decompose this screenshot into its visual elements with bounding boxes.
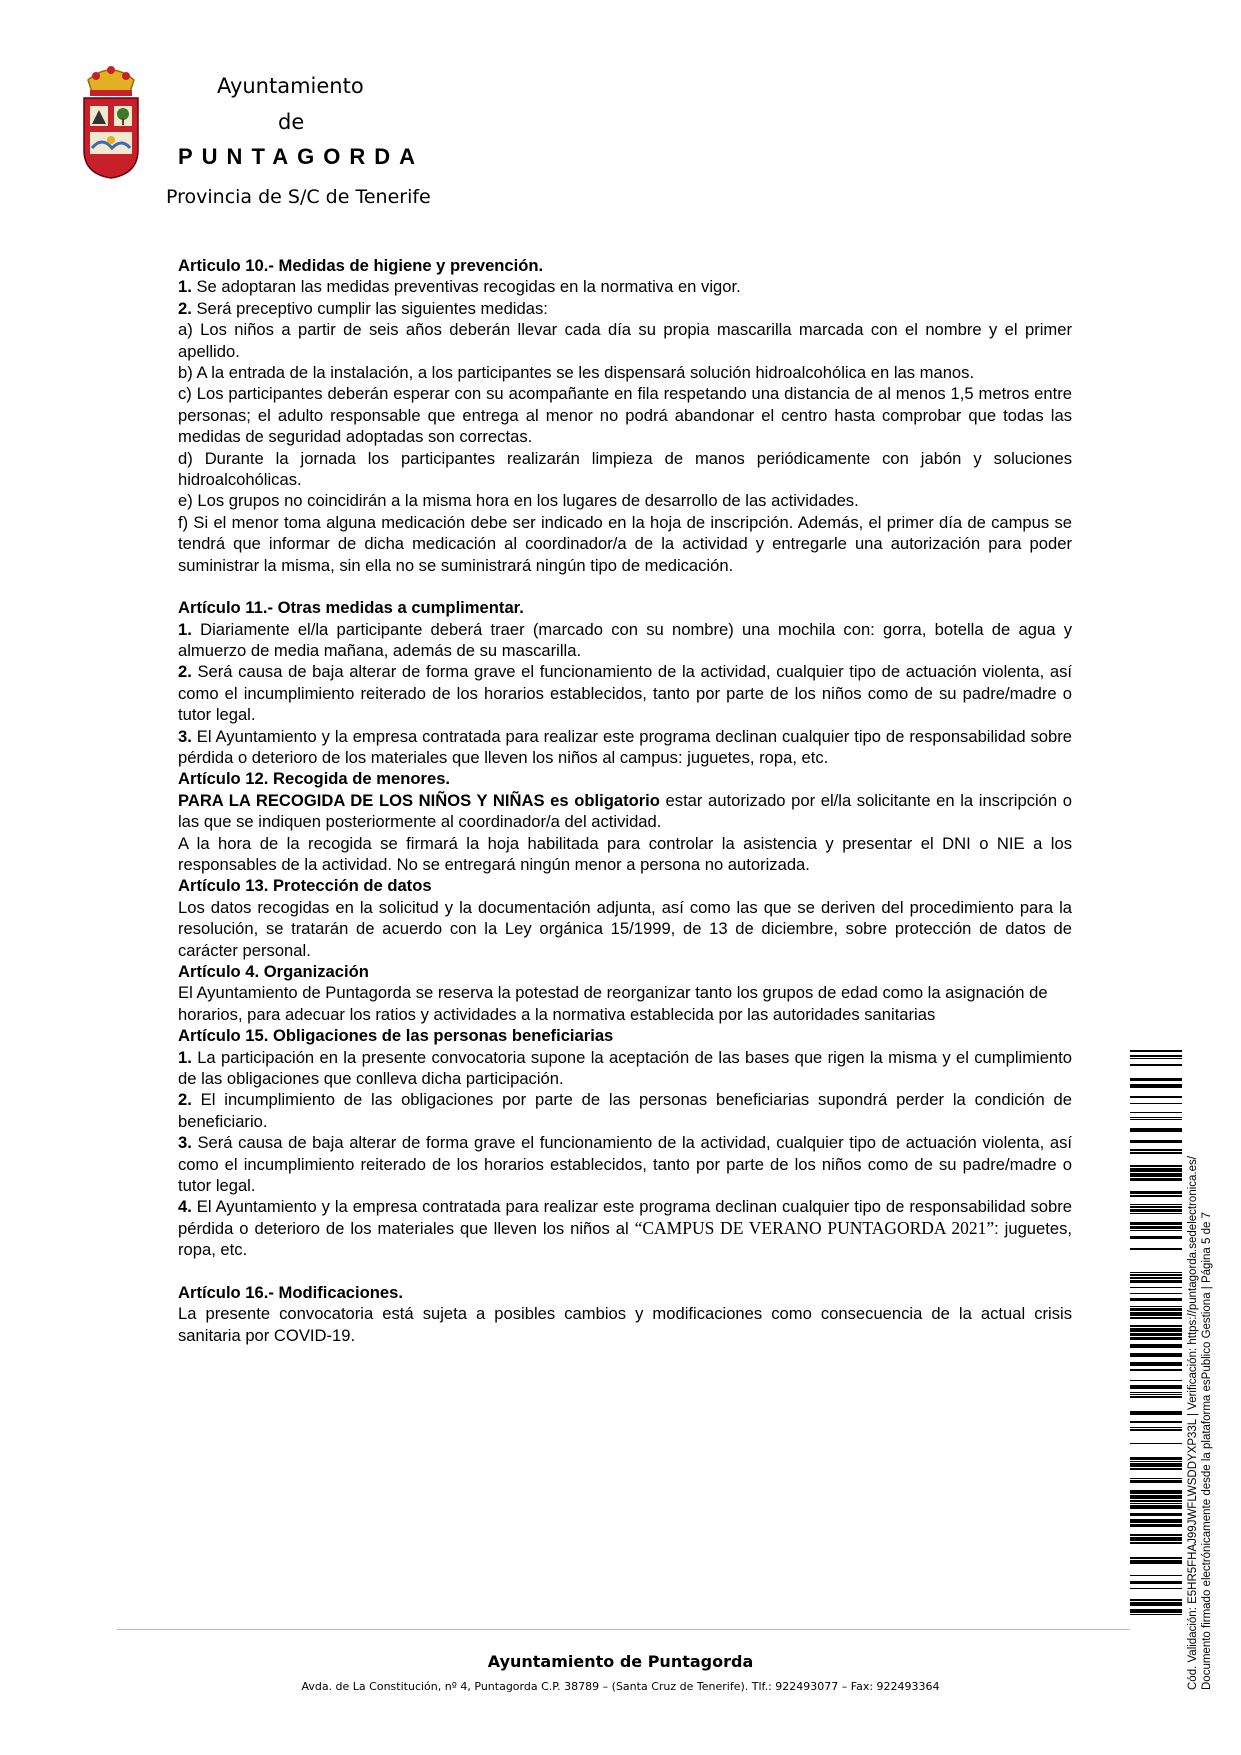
barcode-bar [1130,1274,1182,1276]
barcode-bar [1130,1328,1182,1332]
barcode-bar [1130,1394,1182,1395]
paragraph: El Ayuntamiento de Puntagorda se reserva la potestad de reorganizar tanto los grupos de edad como la asignación de horarios, para adecuar los ratios y actividades a la normativa establecida por las autoridades sanitarias [178,983,1048,1024]
footer-divider [117,1629,1130,1630]
paragraph: 1. Diariamente el/la participante deberá traer (marcado con su nombre) una mochila con: gorra, botella de agua y almuerzo de media mañana, además de su mascarilla. [178,619,1072,660]
barcode-bar [1130,1421,1182,1423]
coat-of-arms-icon [78,62,144,180]
barcode-bar [1130,1333,1182,1336]
article-16-title: Artículo 16.- Modificaciones. [178,1282,403,1302]
list-item: b) A la entrada de la instalación, a los participantes se les dispensará solución hidroalcohólica en las manos. [178,363,975,383]
barcode-bar [1130,1149,1182,1151]
barcode-bar [1130,1602,1182,1606]
barcode-bar [1130,1478,1182,1479]
barcode-bar [1130,1463,1182,1467]
paragraph: Los datos recogidas en la solicitud y la documentación adjunta, así como las que se deriven del procedimiento para la resolución, se tratarán de acuerdo con la Ley orgánica 15/1999, de 13 de diciembre, sobre protección de datos de carácter personal. [178,897,1072,960]
barcode-bar [1130,1306,1182,1307]
paragraph: 2. Será causa de baja alterar de forma grave el funcionamiento de la actividad, cualquier tipo de actuación violenta, así como el incumplimiento reiterado de los horarios establecidos, tanto por parte de los niños como de su padre/madre o tutor legal. [178,662,1072,725]
barcode-bar [1130,1312,1182,1316]
barcode-bar [1130,1385,1182,1389]
paragraph: 2. El incumplimiento de las obligaciones por parte de las personas beneficiarias supondrá perder la condición de beneficiario. [178,1090,1072,1131]
barcode-bar [1130,1226,1182,1229]
validation-stamp [1186,1156,1214,1690]
barcode-bar [1130,1461,1182,1462]
letterhead-province: Provincia de S/C de Tenerife [166,186,431,208]
barcode-bar [1130,1058,1182,1059]
barcode-bar [1130,1344,1182,1348]
barcode-bar [1130,1468,1182,1470]
barcode-bar [1130,1152,1182,1154]
barcode-bar [1130,1609,1182,1613]
barcode-bar [1130,1191,1182,1194]
paragraph: PARA LA RECOGIDA DE LOS NIÑOS Y NIÑAS es obligatorio estar autorizado por el/la solicitante en la inscripción o las que se indiquen posteriormente al coordinador/a del actividad. [178,790,1072,832]
barcode-bar [1130,1096,1182,1098]
barcode-bar [1130,1280,1182,1283]
footer-title: Ayuntamiento de Puntagorda [487,1652,754,1671]
barcode-bar [1130,1119,1182,1120]
barcode-bar [1130,1560,1182,1564]
barcode-bar [1130,1050,1182,1052]
barcode-bar [1130,1427,1182,1428]
barcode-bar [1130,1128,1182,1132]
barcode-bar [1130,1308,1182,1311]
barcode-bar [1130,1064,1182,1066]
barcode-bar [1130,1272,1182,1273]
barcode-bar [1130,1298,1182,1301]
barcode-bar [1130,1230,1182,1231]
barcode-bar [1130,1392,1182,1393]
barcode-bar [1130,1396,1182,1398]
barcode-bar [1130,1542,1182,1544]
barcode-bar [1130,1581,1182,1584]
barcode-bar [1130,1429,1182,1431]
barcode-bar [1130,1490,1182,1494]
barcode-bar [1130,1178,1182,1181]
barcode-bar [1130,1055,1182,1057]
barcode-bar [1130,1165,1182,1167]
barcode-bar [1130,1173,1182,1177]
barcode-bar [1130,1457,1182,1460]
barcode-bar [1130,1287,1182,1288]
letterhead-town: PUNTAGORDA [178,144,425,169]
barcode-bar [1130,1236,1182,1239]
barcode-bar [1130,1519,1182,1523]
barcode-bar [1130,1112,1182,1113]
barcode-bar [1130,1599,1182,1601]
paragraph: La presente convocatoria está sujeta a posibles cambios y modificaciones como consecuencia de la actual crisis sanitaria por COVID-19. [178,1304,1072,1345]
barcode-bar [1130,1204,1182,1205]
validation-line2: Documento firmado electrónicamente desde la plataforma esPublico Gestiona | Página 5 de 7 [1201,1212,1213,1690]
article-12-title: Artículo 12. Recogida de menores. [178,769,451,789]
article-10-title: Articulo 10.- Medidas de higiene y prevención. [178,256,544,275]
barcode-bar [1130,1411,1182,1415]
barcode-bar [1130,1317,1182,1319]
article-4-title: Artículo 4. Organización [178,962,369,981]
barcode-bar [1130,1206,1182,1208]
paragraph: 4. El Ayuntamiento y la empresa contratada para realizar este programa declinan cualquier tipo de responsabilidad sobre pérdida o deterioro de los materiales que lleven los niños al “CAMPUS DE VERANO PUNTAGORDA 2021”: juguetes, ropa, etc. [178,1197,1073,1260]
list-item: f) Si el menor toma alguna medicación debe ser indicado en la hoja de inscripción. Además, el primer día de campus se tendrá que informar de dicha medicación al coordinador/a de la actividad y entregarle una autorización para poder suministrar la misma, sin ella no se suministrará ningún tipo de medicación. [178,512,1072,575]
barcode-bar [1130,1168,1182,1172]
barcode-bar [1130,1614,1182,1615]
barcode-bar [1130,1524,1182,1527]
footer-address: Avda. de La Constitución, nº 4, Puntagorda C.P. 38789 – (Santa Cruz de Tenerife). Tlf.: 922493077 – Fax: 922493364 [301,1680,940,1693]
barcode-bar [1130,1337,1182,1340]
barcode-bar [1130,1505,1182,1509]
barcode-bar [1130,1209,1182,1212]
paragraph: 1. Se adoptaran las medidas preventivas recogidas en la normativa en vigor. [178,277,741,297]
barcode-icon [1130,1050,1182,1615]
paragraph: 3. El Ayuntamiento y la empresa contratada para realizar este programa declinan cualquier tipo de responsabilidad sobre pérdida o deterioro de los materiales que lleven los niños al campus: juguetes, ropa, etc. [178,726,1072,767]
barcode-bar [1130,1495,1182,1499]
barcode-bar [1130,1195,1182,1197]
list-item: e) Los grupos no coincidirán a la misma hora en los lugares de desarrollo de las actividades. [178,491,859,511]
list-item: d) Durante la jornada los participantes realizarán limpieza de manos periódicamente con jabón y soluciones hidroalcohólicas. [178,448,1072,490]
barcode-bar [1130,1325,1182,1327]
barcode-bar [1130,1117,1182,1118]
barcode-bar [1130,1078,1182,1081]
barcode-bar [1130,1380,1182,1381]
barcode-bar [1130,1575,1182,1576]
barcode-bar [1130,1369,1182,1371]
validation-line1: Cód. Validación: E5HR5FHAJ99JWFLWSDDYXP33L | Verificación: https://puntagorda.sedelectronica.es/ [1187,1156,1199,1690]
barcode-bar [1130,1537,1182,1541]
barcode-bar [1130,1480,1182,1483]
paragraph: 3. Será causa de baja alterar de forma grave el funcionamiento de la actividad, cualquier tipo de actuación violenta, así como el incumplimiento reiterado de los horarios establecidos, tanto por parte de los niños como de su padre/madre o tutor legal. [178,1133,1072,1196]
barcode-bar [1130,1557,1182,1559]
barcode-bar [1130,1588,1182,1589]
barcode-bar [1130,1534,1182,1536]
article-15-title: Artículo 15. Obligaciones de las personas beneficiarias [178,1026,614,1046]
barcode-bar [1130,1277,1182,1279]
letterhead-line1: Ayuntamiento [217,74,364,98]
barcode-bar [1130,1293,1182,1294]
article-11-title: Artículo 11.- Otras medidas a cumplimentar. [178,598,524,618]
barcode-bar [1130,1503,1182,1504]
paragraph: 1. La participación en la presente convocatoria supone la aceptación de las bases que rigen la misma y el cumplimiento de las obligaciones que conlleva dicha participación. [178,1047,1072,1089]
barcode-bar [1130,1362,1182,1366]
barcode-bar [1130,1103,1182,1104]
barcode-bar [1130,1513,1182,1516]
document-body [178,255,1072,1346]
article-13-title: Artículo 13. Protección de datos [178,876,432,896]
barcode-bar [1130,1500,1182,1502]
list-item: a) Los niños a partir de seis años deberán llevar cada día su propia mascarilla marcada con el nombre y el primer apellido. [178,320,1072,361]
letterhead-line2: de [278,110,305,134]
letterhead [0,0,600,230]
barcode-bar [1130,1443,1182,1444]
barcode-bar [1130,1353,1182,1357]
paragraph: 2. Será preceptivo cumplir las siguientes medidas: [178,298,548,318]
barcode-bar [1130,1084,1182,1088]
list-item: c) Los participantes deberán esperar con su acompañante en fila respetando una distancia de al menos 1,5 metros entre personas; el adulto responsable que entrega al menor no podrá abandonar el centro hasta comprobar que todas las medidas de seguridad adoptadas son correctas. [178,384,1072,447]
barcode-bar [1130,1248,1182,1250]
barcode-bar [1130,1140,1182,1143]
barcode-bar [1130,1213,1182,1214]
paragraph: A la hora de la recogida se firmará la hoja habilitada para controlar la asistencia y presentar el DNI o NIE a los responsables de la actividad. No se entregará ningún menor a persona no autorizada. [178,833,1072,874]
barcode-bar [1130,1222,1182,1225]
